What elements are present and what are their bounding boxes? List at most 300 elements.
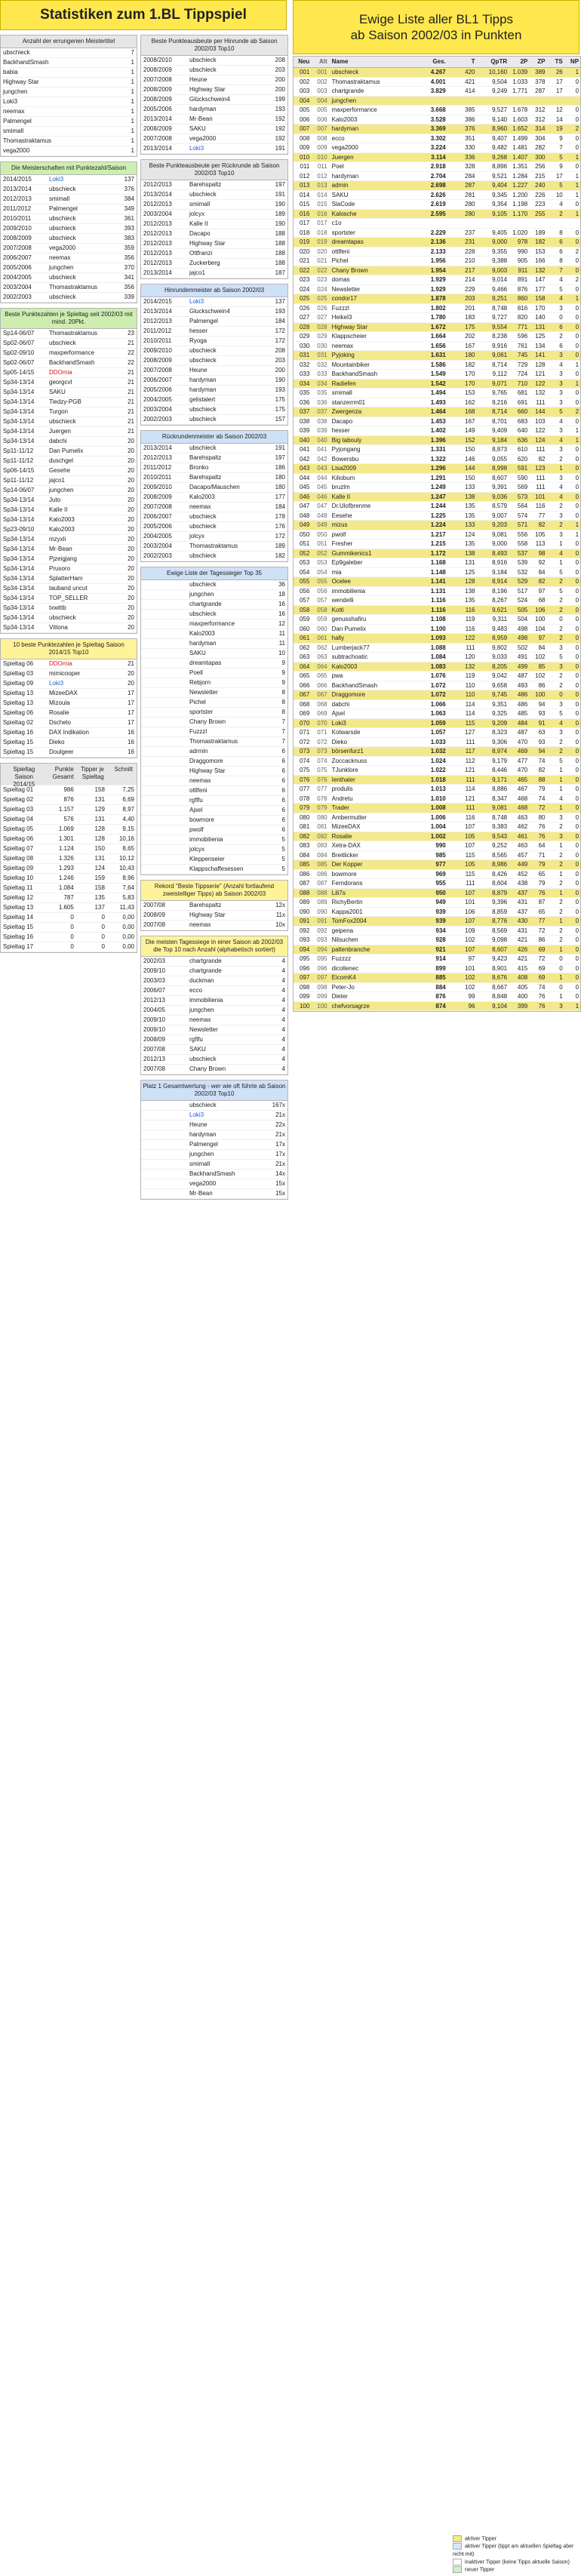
- ranking-row[interactable]: [294, 587, 580, 597]
- stat-row-name[interactable]: Chany Brown: [189, 718, 226, 725]
- ranking-row[interactable]: [294, 822, 580, 832]
- player-name[interactable]: TomFox2004: [331, 918, 367, 924]
- ranking-row[interactable]: [294, 983, 580, 993]
- stat-row[interactable]: [141, 1045, 287, 1055]
- ranking-row[interactable]: [294, 370, 580, 380]
- stat-row[interactable]: [141, 1111, 287, 1120]
- stat-row[interactable]: [141, 629, 287, 639]
- stat-row-name[interactable]: hardyman: [189, 1131, 217, 1138]
- stat-row-name[interactable]: jolcyx: [189, 846, 205, 853]
- stat-row-name[interactable]: Ottfranzi: [189, 250, 213, 257]
- season-row[interactable]: [1, 825, 137, 835]
- stat-row[interactable]: [141, 957, 287, 967]
- season-row[interactable]: [1, 903, 137, 913]
- stat-row[interactable]: [1, 456, 137, 466]
- ranking-row[interactable]: [294, 776, 580, 785]
- player-name[interactable]: Xetra-DAX: [331, 842, 361, 849]
- stat-row[interactable]: [1, 738, 137, 748]
- player-name[interactable]: hardyman: [331, 172, 359, 180]
- stat-row[interactable]: [141, 366, 287, 376]
- stat-row[interactable]: [141, 405, 287, 415]
- player-name[interactable]: pwa: [331, 672, 343, 679]
- ranking-row[interactable]: [294, 832, 580, 842]
- stat-row[interactable]: [141, 249, 287, 259]
- stat-row-name[interactable]: Kleppenseier: [189, 856, 225, 862]
- stat-row-name[interactable]: Juto: [49, 496, 61, 503]
- ranking-row[interactable]: [294, 512, 580, 521]
- stat-row-name[interactable]: duschgel: [49, 457, 74, 464]
- stat-row[interactable]: [1, 234, 137, 244]
- player-name[interactable]: c1o: [331, 220, 342, 226]
- stat-row[interactable]: [141, 1160, 287, 1170]
- ranking-row[interactable]: [294, 973, 580, 983]
- stat-row[interactable]: [141, 816, 287, 825]
- stat-row[interactable]: [1, 555, 137, 564]
- player-name[interactable]: Andretu: [331, 795, 353, 802]
- stat-row[interactable]: [141, 757, 287, 767]
- stat-row[interactable]: [1, 398, 137, 407]
- stat-row-name[interactable]: ubschieck: [49, 418, 76, 425]
- stat-row[interactable]: [1, 545, 137, 555]
- player-name[interactable]: Trader: [331, 804, 349, 811]
- stat-row[interactable]: [1, 137, 137, 146]
- stat-row[interactable]: [1, 263, 137, 273]
- ranking-row[interactable]: [294, 398, 580, 408]
- ranking-row[interactable]: [294, 936, 580, 945]
- player-name[interactable]: Kotwarsde: [331, 729, 361, 736]
- ranking-row[interactable]: [294, 795, 580, 804]
- stat-row-name[interactable]: Loki3: [189, 145, 204, 152]
- stat-row[interactable]: [141, 845, 287, 855]
- season-row[interactable]: [1, 815, 137, 825]
- stat-row-name[interactable]: sportster: [189, 709, 214, 715]
- stat-row[interactable]: [1, 244, 137, 254]
- stat-row-name[interactable]: tauband uncut: [49, 585, 88, 592]
- stat-row[interactable]: [1, 339, 137, 349]
- stat-row[interactable]: [141, 600, 287, 610]
- ranking-row[interactable]: [294, 634, 580, 644]
- stat-row-name[interactable]: Barehspaltz: [189, 902, 222, 908]
- stat-row[interactable]: [141, 542, 287, 552]
- stat-row[interactable]: [1, 718, 137, 728]
- player-name[interactable]: Loki3: [331, 719, 346, 727]
- stat-row[interactable]: [1, 368, 137, 378]
- player-name[interactable]: geipena: [331, 927, 354, 934]
- ranking-row[interactable]: [294, 568, 580, 578]
- stat-row-name[interactable]: ubschieck: [189, 552, 217, 559]
- player-name[interactable]: RichyBertin: [331, 899, 363, 905]
- ranking-row[interactable]: [294, 464, 580, 474]
- stat-row[interactable]: [141, 190, 287, 200]
- ranking-row[interactable]: [294, 1002, 580, 1012]
- ranking-row[interactable]: [294, 342, 580, 352]
- stat-row[interactable]: [141, 1035, 287, 1045]
- stat-row-name[interactable]: Loki3: [189, 1111, 204, 1118]
- stat-row-name[interactable]: immobilienia: [189, 836, 223, 843]
- ranking-row[interactable]: [294, 577, 580, 587]
- player-name[interactable]: Kalo2003: [331, 662, 358, 670]
- stat-row-name[interactable]: Barehspaltz: [189, 181, 222, 188]
- stat-row[interactable]: [141, 376, 287, 386]
- stat-row[interactable]: [1, 748, 137, 758]
- player-name[interactable]: ecco: [331, 134, 345, 142]
- stat-row[interactable]: [141, 1150, 287, 1160]
- ranking-row[interactable]: [294, 115, 580, 125]
- stat-row-name[interactable]: neemax: [189, 921, 211, 928]
- stat-row[interactable]: [1, 293, 137, 303]
- stat-row-name[interactable]: ubschieck: [189, 1056, 217, 1062]
- season-row[interactable]: [1, 844, 137, 854]
- ranking-row[interactable]: [294, 992, 580, 1002]
- stat-row[interactable]: [141, 1189, 287, 1199]
- player-name[interactable]: dreamtapas: [331, 238, 364, 245]
- ranking-row[interactable]: [294, 625, 580, 635]
- player-name[interactable]: Juergen: [331, 153, 354, 161]
- stat-row[interactable]: [141, 580, 287, 590]
- stat-row-name[interactable]: TOP_SELLER: [49, 595, 88, 601]
- stat-row[interactable]: [141, 1179, 287, 1189]
- stat-row-name[interactable]: ubschieck: [189, 357, 217, 364]
- stat-row[interactable]: [141, 835, 287, 845]
- stat-row[interactable]: [141, 56, 287, 66]
- ranking-row[interactable]: [294, 134, 580, 144]
- player-name[interactable]: Dan Pumelix: [331, 625, 366, 632]
- stat-row-name[interactable]: Thomastraktamus: [49, 284, 98, 290]
- ranking-row[interactable]: [294, 68, 580, 78]
- stat-row[interactable]: [141, 1055, 287, 1065]
- ranking-row[interactable]: [294, 97, 580, 106]
- stat-row-name[interactable]: Kalle II: [49, 506, 68, 513]
- stat-row[interactable]: [1, 515, 137, 525]
- ranking-row[interactable]: [294, 672, 580, 681]
- ranking-row[interactable]: [294, 275, 580, 285]
- stat-row-name[interactable]: ubschieck: [189, 610, 217, 617]
- stat-row[interactable]: [141, 269, 287, 278]
- stat-row-name[interactable]: mimicooper: [49, 670, 81, 677]
- stat-row-name[interactable]: Ryoga: [189, 337, 208, 344]
- stat-row[interactable]: [141, 66, 287, 75]
- stat-row[interactable]: [141, 659, 287, 669]
- ranking-row[interactable]: [294, 927, 580, 936]
- stat-row[interactable]: [1, 349, 137, 358]
- ranking-row[interactable]: [294, 813, 580, 823]
- ranking-row[interactable]: [294, 389, 580, 398]
- stat-row[interactable]: [1, 388, 137, 398]
- player-name[interactable]: Kotti: [331, 606, 344, 613]
- stat-row[interactable]: [141, 356, 287, 366]
- col-alt[interactable]: Alt: [318, 58, 327, 65]
- stat-row-name[interactable]: ecco: [189, 987, 202, 994]
- stat-row[interactable]: [141, 483, 287, 493]
- col-2p[interactable]: 2P: [520, 58, 528, 65]
- stat-row-name[interactable]: maxperformance: [189, 620, 235, 627]
- stat-row[interactable]: [141, 463, 287, 473]
- stat-row-name[interactable]: ubschieck: [189, 513, 217, 520]
- stat-row[interactable]: [141, 649, 287, 659]
- stat-row[interactable]: [141, 307, 287, 317]
- stat-row[interactable]: [1, 604, 137, 613]
- stat-row-name[interactable]: ubschieck: [189, 191, 217, 198]
- season-row[interactable]: [1, 893, 137, 903]
- stat-row[interactable]: [141, 786, 287, 796]
- stat-row[interactable]: [1, 107, 137, 117]
- stat-row-name[interactable]: Highway Star: [189, 86, 226, 93]
- stat-row[interactable]: [1, 699, 137, 709]
- stat-row-name[interactable]: dabchi: [49, 438, 67, 444]
- stat-row-name[interactable]: ubschieck: [189, 416, 217, 423]
- stat-row[interactable]: [1, 427, 137, 437]
- stat-row[interactable]: [141, 590, 287, 600]
- stat-row-name[interactable]: Turgon: [49, 408, 69, 415]
- stat-row-name[interactable]: [47, 127, 110, 136]
- stat-row[interactable]: [141, 678, 287, 688]
- ranking-row[interactable]: [294, 172, 580, 182]
- stat-row[interactable]: [1, 486, 137, 496]
- stat-row-name[interactable]: ottlfeni: [189, 787, 208, 794]
- stat-row[interactable]: [141, 737, 287, 747]
- stat-row-name[interactable]: hesser: [189, 327, 208, 334]
- col-qptr[interactable]: QpTR: [490, 58, 508, 65]
- ranking-row[interactable]: [294, 106, 580, 115]
- stat-row-name[interactable]: Pjzeigjang: [49, 555, 77, 562]
- ranking-row[interactable]: [294, 210, 580, 220]
- stat-row-name[interactable]: Kalo2003: [49, 516, 75, 523]
- stat-row-name[interactable]: DDOmia: [49, 369, 72, 376]
- stat-row-name[interactable]: duckman: [189, 977, 214, 984]
- player-name[interactable]: Ep9galeber: [331, 559, 363, 566]
- player-name[interactable]: Kiliobum: [331, 474, 355, 481]
- stat-row[interactable]: [1, 254, 137, 263]
- player-name[interactable]: dabchi: [331, 700, 350, 708]
- stat-row[interactable]: [141, 1006, 287, 1016]
- col-ges[interactable]: Ges.: [432, 58, 446, 65]
- stat-row[interactable]: [141, 1025, 287, 1035]
- player-name[interactable]: Pichel: [331, 257, 349, 264]
- player-name[interactable]: chefvorsagrze: [331, 1002, 370, 1010]
- season-row[interactable]: [1, 835, 137, 844]
- player-name[interactable]: hardyman: [331, 125, 359, 132]
- player-name[interactable]: maxperformance: [331, 106, 377, 113]
- ranking-row[interactable]: [294, 455, 580, 465]
- ranking-row[interactable]: [294, 351, 580, 361]
- stat-row-name[interactable]: Mr-Bean: [189, 1190, 213, 1197]
- stat-row-name[interactable]: Doulgeer: [49, 749, 74, 755]
- ranking-row[interactable]: [294, 757, 580, 767]
- stat-row[interactable]: [1, 48, 137, 58]
- ranking-row[interactable]: [294, 436, 580, 446]
- player-name[interactable]: hally: [331, 635, 345, 641]
- ranking-row[interactable]: [294, 502, 580, 512]
- ranking-row[interactable]: [294, 690, 580, 700]
- stat-row-name[interactable]: DDOmia: [49, 660, 72, 667]
- stat-row[interactable]: [1, 204, 137, 214]
- stat-row-name[interactable]: [47, 107, 110, 116]
- stat-row-name[interactable]: Rosalie: [49, 709, 69, 716]
- player-name[interactable]: Zoccacknuss: [331, 757, 367, 764]
- player-name[interactable]: mia: [331, 568, 342, 576]
- ranking-row[interactable]: [294, 558, 580, 568]
- ranking-row[interactable]: [294, 539, 580, 549]
- stat-row-name[interactable]: ubschieck: [49, 274, 76, 281]
- stat-row-name[interactable]: Dacapo/Mauschen: [189, 484, 240, 490]
- player-name[interactable]: Thomastraktamus: [331, 78, 380, 85]
- stat-row[interactable]: [141, 317, 287, 327]
- stat-row[interactable]: [141, 503, 287, 512]
- player-name[interactable]: Lili7s: [331, 889, 346, 896]
- stat-row[interactable]: [141, 124, 287, 134]
- stat-row-name[interactable]: dreamtapas: [189, 659, 222, 666]
- stat-row-name[interactable]: Thomastraktamus: [49, 330, 98, 337]
- player-name[interactable]: paltenbranche: [331, 945, 370, 953]
- stat-row-name[interactable]: ubschieck: [49, 186, 76, 192]
- stat-row[interactable]: [141, 229, 287, 239]
- stat-row[interactable]: [141, 493, 287, 503]
- stat-row-name[interactable]: neemax: [49, 254, 71, 261]
- stat-row-name[interactable]: Chany Brown: [189, 1065, 226, 1072]
- stat-row-name[interactable]: Heune: [189, 1121, 208, 1128]
- player-name[interactable]: stanzerrm01: [331, 398, 366, 406]
- stat-row-name[interactable]: ubschieck: [49, 225, 76, 232]
- stat-row[interactable]: [141, 220, 287, 229]
- stat-row[interactable]: [141, 901, 287, 911]
- stat-row[interactable]: [1, 525, 137, 535]
- stat-row[interactable]: [141, 1140, 287, 1150]
- ranking-row[interactable]: [294, 860, 580, 870]
- stat-row-name[interactable]: Gesehe: [49, 467, 71, 474]
- ranking-row[interactable]: [294, 162, 580, 172]
- stat-row-name[interactable]: SAKU: [189, 125, 206, 132]
- stat-row[interactable]: [141, 986, 287, 996]
- stat-row-name[interactable]: Rebjorn: [189, 679, 211, 686]
- stat-row-name[interactable]: Mr-Bean: [49, 546, 72, 552]
- player-name[interactable]: produlis: [331, 785, 353, 792]
- player-name[interactable]: EicomK4: [331, 974, 356, 981]
- stat-row-name[interactable]: neemax: [189, 503, 211, 510]
- stat-row-name[interactable]: jolcyx: [189, 211, 205, 217]
- player-name[interactable]: genusshafiru: [331, 616, 367, 622]
- player-name[interactable]: TJunklore: [331, 767, 358, 773]
- stat-row[interactable]: [141, 95, 287, 105]
- stat-row-name[interactable]: jolcyx: [189, 533, 205, 539]
- player-name[interactable]: Ferndorans: [331, 880, 363, 887]
- ranking-row[interactable]: [294, 728, 580, 738]
- stat-row[interactable]: [141, 806, 287, 816]
- stat-row-name[interactable]: Ajsel: [189, 807, 203, 813]
- player-name[interactable]: Chany Brown: [331, 266, 368, 274]
- stat-row[interactable]: [1, 613, 137, 623]
- ranking-row[interactable]: [294, 474, 580, 484]
- stat-row[interactable]: [1, 506, 137, 515]
- stat-row-name[interactable]: jungchen: [49, 487, 74, 493]
- player-name[interactable]: Ienthaler: [331, 776, 355, 783]
- stat-row-name[interactable]: BackhandSmash: [49, 359, 95, 366]
- ranking-row[interactable]: [294, 747, 580, 757]
- stat-row-name[interactable]: ubschieck: [189, 581, 217, 588]
- ranking-row[interactable]: [294, 181, 580, 191]
- ranking-row[interactable]: [294, 653, 580, 662]
- player-name[interactable]: immobilienia: [331, 587, 366, 595]
- ranking-row[interactable]: [294, 889, 580, 899]
- stat-row-name[interactable]: Loki3: [49, 680, 64, 687]
- stat-row[interactable]: [141, 144, 287, 154]
- stat-row-name[interactable]: Loki3: [189, 298, 204, 305]
- stat-row-name[interactable]: ubschieck: [189, 57, 217, 63]
- player-name[interactable]: Peter-Jo: [331, 983, 355, 991]
- ranking-row[interactable]: [294, 709, 580, 719]
- ranking-row[interactable]: [294, 266, 580, 276]
- ranking-row[interactable]: [294, 361, 580, 370]
- stat-row-name[interactable]: Klappschaffesessen: [189, 865, 244, 872]
- ranking-row[interactable]: [294, 426, 580, 436]
- stat-row-name[interactable]: Dan Pumelix: [49, 447, 84, 454]
- player-name[interactable]: Bowersbu: [331, 455, 359, 463]
- ranking-row[interactable]: [294, 313, 580, 323]
- stat-row[interactable]: [141, 85, 287, 95]
- ranking-row[interactable]: [294, 898, 580, 908]
- season-row[interactable]: [1, 933, 137, 942]
- stat-row[interactable]: [141, 386, 287, 395]
- stat-row-name[interactable]: georgcvl: [49, 379, 72, 386]
- ranking-row[interactable]: [294, 304, 580, 314]
- stat-row[interactable]: [1, 564, 137, 574]
- ranking-row[interactable]: [294, 766, 580, 776]
- stat-row-name[interactable]: Newsletter: [189, 689, 218, 696]
- stat-row-name[interactable]: Barehspaltz: [189, 454, 222, 461]
- ranking-row[interactable]: [294, 521, 580, 530]
- stat-row-name[interactable]: chartgrande: [189, 601, 222, 607]
- player-name[interactable]: Dr.Ulofbrenme: [331, 503, 371, 509]
- ranking-row[interactable]: [294, 87, 580, 97]
- stat-row-name[interactable]: [47, 88, 110, 97]
- stat-row[interactable]: [141, 911, 287, 921]
- stat-row-name[interactable]: [47, 117, 110, 126]
- stat-row-name[interactable]: hardyman: [189, 386, 217, 393]
- ranking-row[interactable]: [294, 615, 580, 625]
- stat-row-name[interactable]: Heune: [189, 76, 208, 83]
- stat-row[interactable]: [141, 669, 287, 678]
- player-name[interactable]: Ambermutter: [331, 813, 367, 821]
- stat-row-name[interactable]: Prusoro: [49, 565, 71, 572]
- ranking-row[interactable]: [294, 879, 580, 889]
- player-name[interactable]: BackhandSmash: [331, 681, 378, 689]
- stat-row[interactable]: [141, 976, 287, 986]
- player-name[interactable]: pwolf: [331, 530, 346, 538]
- stat-row-name[interactable]: ubschieck: [49, 235, 76, 241]
- ranking-row[interactable]: [294, 964, 580, 974]
- ranking-row[interactable]: [294, 407, 580, 417]
- stat-row-name[interactable]: Mr-Bean: [189, 115, 213, 122]
- stat-row[interactable]: [141, 767, 287, 776]
- player-name[interactable]: Lisa2009: [331, 465, 357, 472]
- stat-row[interactable]: [141, 776, 287, 786]
- season-row[interactable]: [1, 805, 137, 815]
- ranking-row[interactable]: [294, 530, 580, 540]
- stat-row-name[interactable]: ubschieck: [49, 215, 76, 222]
- ranking-row[interactable]: [294, 257, 580, 266]
- col-np[interactable]: NP: [570, 58, 579, 65]
- stat-row[interactable]: [141, 259, 287, 269]
- player-name[interactable]: SAKU: [331, 191, 349, 198]
- player-name[interactable]: Newsletter: [331, 285, 361, 293]
- stat-row[interactable]: [1, 117, 137, 127]
- stat-row-name[interactable]: jungchen: [189, 591, 214, 598]
- stat-row-name[interactable]: Kalo2003: [49, 526, 75, 533]
- stat-row[interactable]: [1, 146, 137, 156]
- player-name[interactable]: wendelli: [331, 597, 354, 604]
- player-name[interactable]: Nilsuchen: [331, 936, 358, 943]
- stat-row[interactable]: [141, 865, 287, 875]
- stat-row[interactable]: [1, 535, 137, 545]
